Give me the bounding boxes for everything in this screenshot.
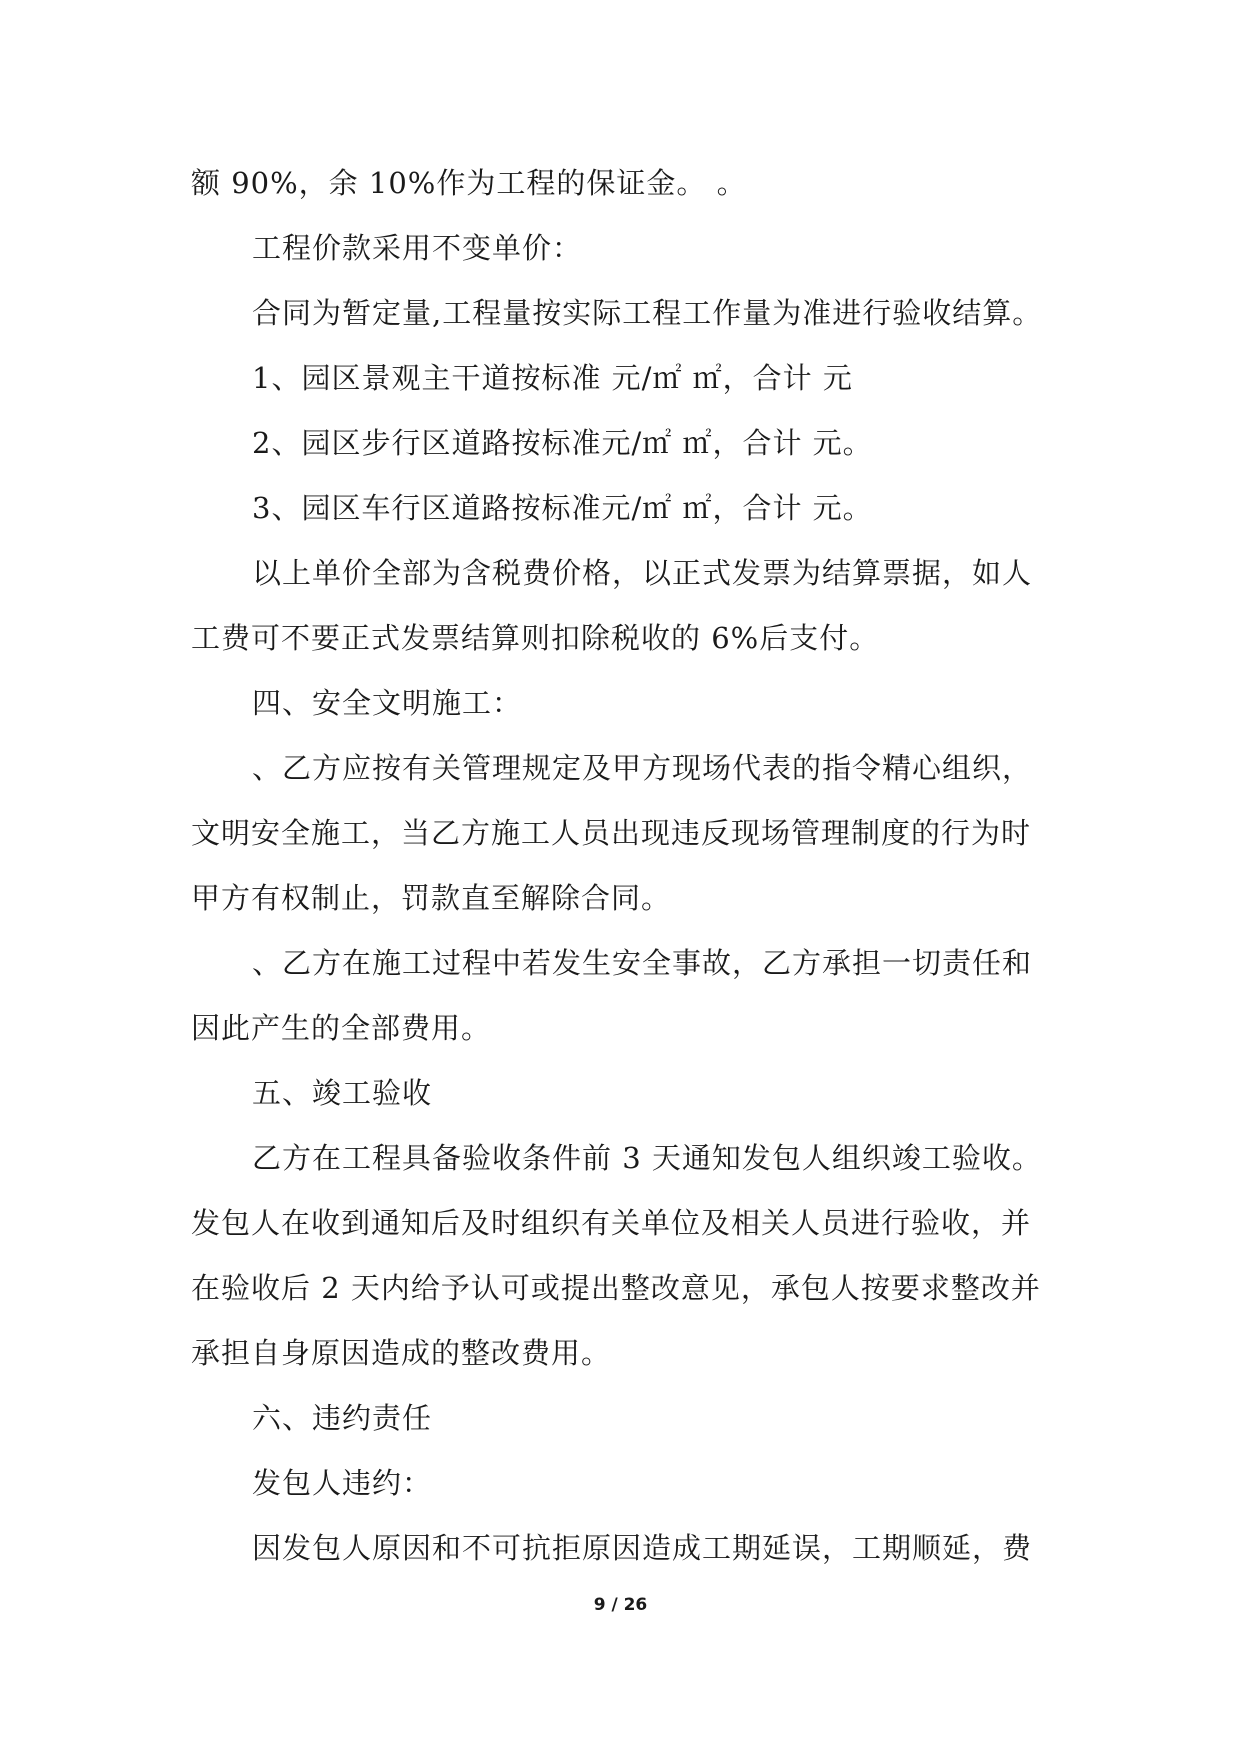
body-line: 额 90%，余 10%作为工程的保证金。 。 xyxy=(191,166,747,200)
body-line: 因此产生的全部费用。 xyxy=(191,1011,492,1045)
body-line: 、乙方在施工过程中若发生安全事故，乙方承担一切责任和 xyxy=(252,946,1033,980)
body-line: 工费可不要正式发票结算则扣除税收的 6%后支付。 xyxy=(191,621,880,655)
body-line: 乙方在工程具备验收条件前 3 天通知发包人组织竣工验收。 xyxy=(252,1141,1042,1175)
list-item: 2、园区步行区道路按标准元/㎡ ㎡，合计 元。 xyxy=(252,426,873,460)
body-line: 合同为暂定量,工程量按实际工程工作量为准进行验收结算。 xyxy=(252,296,1043,330)
body-line: 文明安全施工，当乙方施工人员出现违反现场管理制度的行为时 xyxy=(191,816,1032,850)
section-heading: 四、安全文明施工： xyxy=(252,686,523,720)
section-heading: 六、违约责任 xyxy=(252,1401,433,1435)
body-line: 以上单价全部为含税费价格，以正式发票为结算票据，如人 xyxy=(252,556,1033,590)
subsection-heading: 发包人违约： xyxy=(252,1466,433,1500)
body-line: 工程价款采用不变单价： xyxy=(252,231,583,265)
body-line: 承担自身原因造成的整改费用。 xyxy=(191,1336,612,1370)
body-line: 甲方有权制止，罚款直至解除合同。 xyxy=(191,881,672,915)
body-line: 发包人在收到通知后及时组织有关单位及相关人员进行验收，并 xyxy=(191,1206,1032,1240)
body-line: 、乙方应按有关管理规定及甲方现场代表的指令精心组织， xyxy=(252,751,1033,785)
page-number: 9 / 26 xyxy=(593,1595,648,1615)
body-line: 因发包人原因和不可抗拒原因造成工期延误，工期顺延，费 xyxy=(252,1531,1033,1565)
list-item: 3、园区车行区道路按标准元/㎡ ㎡，合计 元。 xyxy=(252,491,873,525)
list-item: 1、园区景观主干道按标准 元/㎡ ㎡，合计 元 xyxy=(252,361,853,395)
body-line: 在验收后 2 天内给予认可或提出整改意见，承包人按要求整改并 xyxy=(191,1271,1041,1305)
section-heading: 五、竣工验收 xyxy=(252,1076,433,1110)
